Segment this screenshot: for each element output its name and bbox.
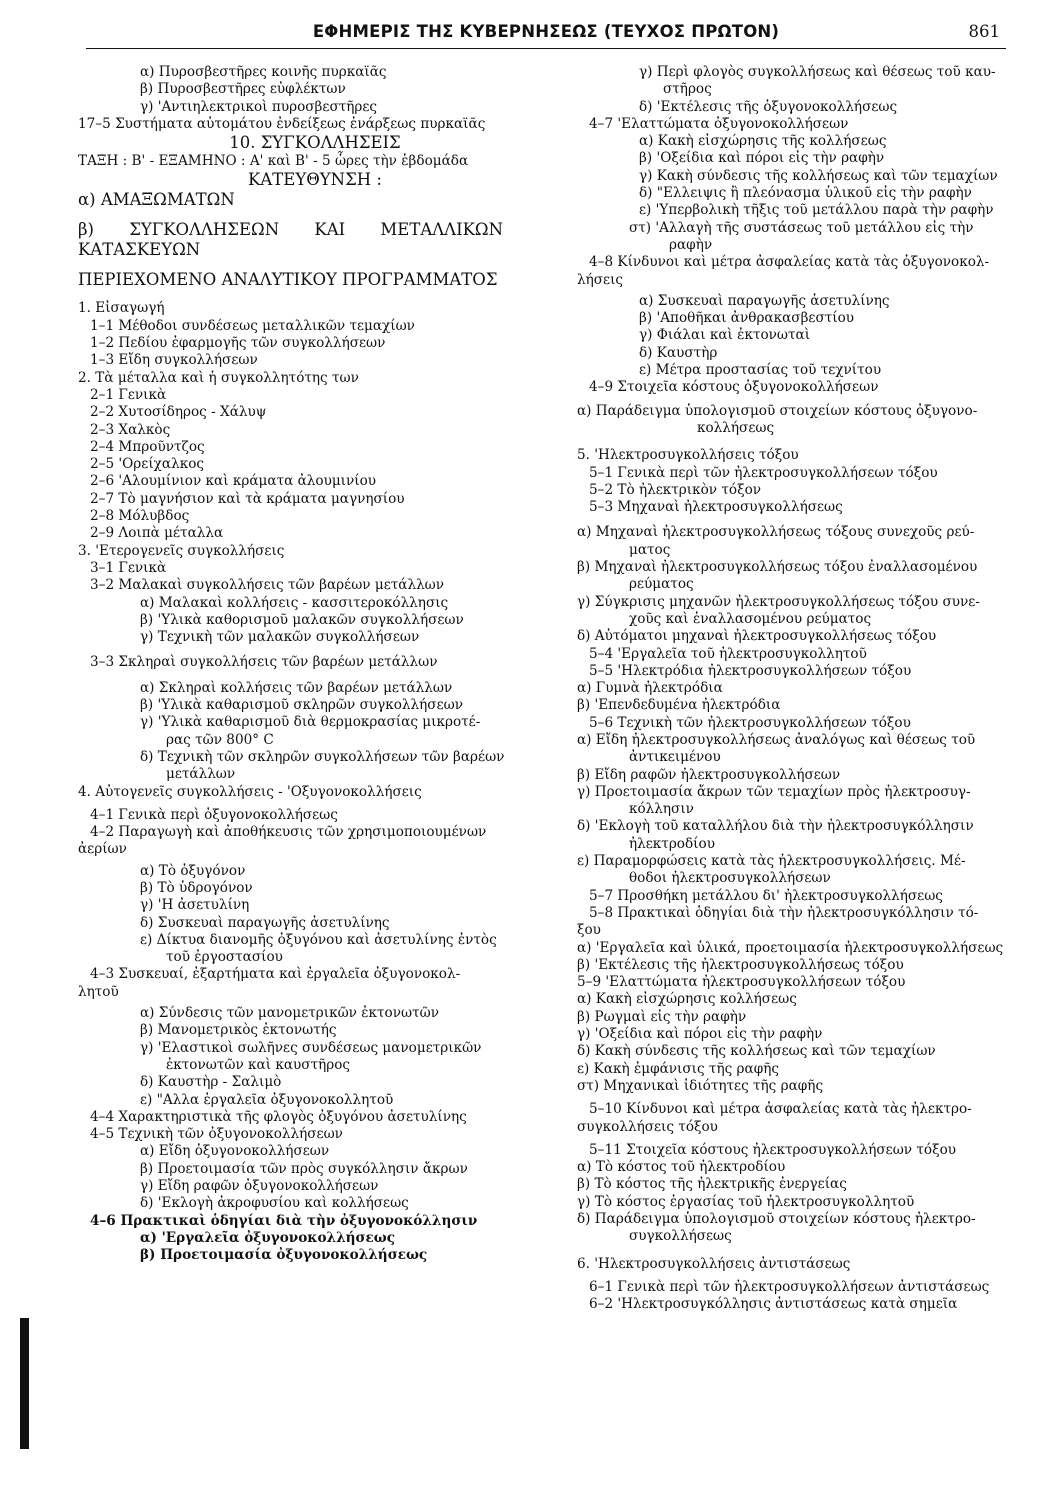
list-item: α) Συσκευαὶ παραγωγῆς ἀσετυλίνης [639, 292, 890, 309]
direction-heading: ΚΑΤΕΥΘΥΝΣΗ : [248, 170, 382, 190]
list-item: β) 'Υλικὰ καθορισμοῦ μαλακῶν συγκολλήσεων [140, 611, 464, 628]
class-line: ΤΑΞΗ : Β' - ΕΞΑΜΗΝΟ : Α' καὶ Β' - 5 ὧρες τὴν ἑβδομάδα [78, 153, 469, 170]
list-item: δ) 'Εκλογὴ τοῦ καταλλήλου διὰ τὴν ἠλεκτροσυγκόλλησιν [577, 818, 974, 835]
list-item: α) Τὸ κόστος τοῦ ἠλεκτροδίου [577, 1159, 786, 1176]
list-item: ε) "Αλλα ἐργαλεῖα ὀξυγονοκολλητοῦ [140, 1091, 394, 1108]
list-item-cont: ρας τῶν 800° C [166, 731, 274, 748]
list-item: α) 'Εργαλεῖα καὶ ὑλικά, προετοιμασία ἠλεκτροσυγκολλήσεως [577, 939, 1004, 956]
list-item: β) Μανομετρικὸς ἐκτονωτής [140, 1022, 337, 1039]
list-item: γ) Εἴδη ραφῶν ὀξυγονοκολλήσεων [140, 1178, 379, 1195]
list-item: α) Παράδειγμα ὑπολογισμοῦ στοιχείων κόστους ὀξυγονο- [577, 402, 978, 419]
list-item: στ) Μηχανικαὶ ἰδιότητες τῆς ραφῆς [577, 1077, 824, 1094]
page-header [86, 16, 1006, 49]
list-item: 3–3 Σκληραὶ συγκολλήσεις τῶν βαρέων μετάλλων [90, 654, 438, 671]
list-item-cont: κόλλησιν [629, 801, 694, 818]
list-item-cont: μετάλλων [166, 766, 236, 783]
list-item-cont: χοῦς καὶ ἐναλλασομένου ρεύματος [629, 610, 872, 627]
list-item: β) 'Υλικὰ καθαρισμοῦ σκληρῶν συγκολλήσεων [140, 697, 463, 714]
list-item: 5–3 Μηχαναὶ ἠλεκτροσυγκολλήσεως [589, 499, 843, 516]
direction-b: β) ΣΥΓΚΟΛΛΗΣΕΩΝ ΚΑΙ ΜΕΤΑΛΛΙΚΩΝ [78, 220, 504, 240]
list-item-cont: κολλήσεως [697, 419, 775, 436]
list-item: β) 'Εκτέλεσις τῆς ἠλεκτροσυγκολλήσεως τόξου [577, 956, 904, 973]
list-item: 3–2 Μαλακαὶ συγκολλήσεις τῶν βαρέων μετάλλων [90, 577, 445, 594]
section-heading: 3. 'Ετερογενεῖς συγκολλήσεις [78, 542, 285, 559]
list-item: 5–2 Τὸ ἠλεκτρικὸν τόξον [589, 481, 762, 498]
list-item: β) Εἴδη ραφῶν ἠλεκτροσυγκολλήσεων [577, 766, 841, 783]
right-column [577, 64, 1039, 1313]
list-item-cont: λήσεις [577, 271, 624, 288]
list-item: β) Τὸ ὑδρογόνον [140, 879, 253, 896]
list-item: 2–4 Μπροῦντζος [90, 438, 205, 455]
list-item: α) Μαλακαὶ κολλήσεις - κασσιτεροκόλλησις [140, 594, 449, 611]
list-item: γ) Τεχνικὴ τῶν μαλακῶν συγκολλήσεων [140, 629, 420, 646]
list-item: 2–6 'Αλουμίνιον καὶ κράματα ἀλουμινίου [90, 473, 377, 490]
list-item: γ) 'Αντιηλεκτρικοὶ πυροσβεστῆρες [140, 98, 378, 115]
list-item-cont: ματος [629, 541, 671, 558]
list-item: 4–8 Κίνδυνοι καὶ μέτρα ἀσφαλείας κατὰ τὰς ὀξυγονοκολ- [589, 254, 990, 271]
list-item: β) Πυροσβεστῆρες εὐφλέκτων [140, 81, 346, 98]
list-item: 1–3 Εἴδη συγκολλήσεων [90, 352, 258, 369]
list-item: δ) Καυστὴρ [639, 344, 718, 361]
list-item: γ) 'Οξείδια καὶ πόροι εἰς τὴν ραφὴν [577, 1026, 823, 1043]
list-item-cont: τοῦ ἐργοστασίου [166, 949, 283, 966]
list-item: 5–1 Γενικὰ περὶ τῶν ἠλεκτροσυγκολλήσεων τόξου [589, 464, 938, 481]
list-item: δ) 'Εκτέλεσις τῆς ὀξυγονοκολλήσεως [639, 98, 898, 115]
list-item: ε) Μέτρα προστασίας τοῦ τεχνίτου [639, 362, 882, 379]
list-item: ε) Κακὴ ἐμφάνισις τῆς ραφῆς [577, 1060, 779, 1077]
list-item: 4–1 Γενικὰ περὶ ὀξυγονοκολλήσεως [90, 806, 338, 823]
list-item: γ) Φιάλαι καὶ ἐκτονωταὶ [639, 327, 811, 344]
list-item: 2–9 Λοιπὰ μέταλλα [90, 525, 224, 542]
list-item: γ) 'Ελαστικοὶ σωλῆνες συνδέσεως μανομετρικῶν [140, 1039, 482, 1056]
list-item: α) Σύνδεσις τῶν μανομετρικῶν ἐκτονωτῶν [140, 1005, 439, 1022]
list-item-cont: συγκολλήσεις τόξου [577, 1118, 718, 1135]
list-item: δ) Παράδειγμα ὑπολογισμοῦ στοιχείων κόστους ἠλεκτρο- [577, 1211, 976, 1227]
direction-b-cont: ΚΑΤΑΣΚΕΥΩΝ [78, 240, 201, 260]
direction-a: α) ΑΜΑΞΩΜΑΤΩΝ [78, 190, 235, 210]
list-item: α) Πυροσβεστῆρες κοινῆς πυρκαϊᾶς [140, 64, 387, 80]
list-item: 5–7 Προσθήκη μετάλλου δι' ἠλεκτροσυγκολλήσεως [589, 887, 943, 904]
list-item: δ) Κακὴ σύνδεσις τῆς κολλήσεως καὶ τῶν τεμαχίων [577, 1043, 936, 1060]
list-item: β) Προετοιμασία ὀξυγονοκολλήσεως [140, 1247, 428, 1264]
list-item-cont: ἀντικειμένου [629, 749, 721, 766]
list-item: β) 'Επενδεδυμένα ἠλεκτρόδια [577, 697, 781, 714]
list-item-cont: ραφὴν [669, 236, 713, 253]
list-item: 5–9 'Ελαττώματα ἠλεκτροσυγκολλήσεων τόξου [577, 974, 906, 991]
list-item: 5–4 'Εργαλεῖα τοῦ ἠλεκτροσυγκολλητοῦ [589, 645, 867, 662]
list-item-cont: λητοῦ [78, 983, 119, 1000]
list-item: 4–2 Παραγωγὴ καὶ ἀποθήκευσις τῶν χρησιμοποιουμένων [90, 824, 487, 841]
list-item: α) Σκληραὶ κολλήσεις τῶν βαρέων μετάλλων [140, 679, 453, 696]
gazette-title: ΕΦΗΜΕΡΙΣ ΤΗΣ ΚΥΒΕΡΝΗΣΕΩΣ (ΤΕΥΧΟΣ ΠΡΩΤΟΝ) [312, 22, 780, 41]
contents-heading: ΠΕΡΙΕΧΟΜΕΝΟ ΑΝΑΛΥΤΙΚΟΥ ΠΡΟΓΡΑΜΜΑΤΟΣ [78, 270, 498, 290]
list-item: γ) Περὶ φλογὸς συγκολλήσεως καὶ θέσεως τοῦ καυ- [639, 64, 996, 80]
list-item: 2–7 Τὸ μαγνήσιον καὶ τὰ κράματα μαγνησίου [90, 490, 405, 507]
list-item: β) Μηχαναὶ ἠλεκτροσυγκολλήσεως τόξου ἐναλλασομένου [577, 559, 978, 576]
list-item: γ) Τὸ κόστος ἐργασίας τοῦ ἠλεκτροσυγκολλητοῦ [577, 1193, 915, 1210]
list-item: 4–6 Πρακτικαὶ ὁδηγίαι διὰ τὴν ὀξυγονοκόλλησιν [90, 1212, 478, 1229]
page-number: 861 [968, 22, 1000, 41]
list-item: 4–9 Στοιχεῖα κόστους ὀξυγονοκολλήσεων [589, 379, 879, 396]
list-item: δ) Τεχνικὴ τῶν σκληρῶν συγκολλήσεων τῶν βαρέων [140, 748, 505, 765]
list-item: 2–3 Χαλκὸς [90, 421, 171, 438]
list-item: 6–1 Γενικὰ περὶ τῶν ἠλεκτροσυγκολλήσεων ἀντιστάσεως [589, 1278, 990, 1295]
left-column [78, 64, 552, 1265]
list-item-cont: ξου [577, 922, 601, 939]
list-item: δ) 'Εκλογὴ ἀκροφυσίου καὶ κολλήσεως [140, 1195, 409, 1212]
list-item: α) Εἴδη ὀξυγονοκολλήσεων [140, 1143, 330, 1160]
list-item: ε) 'Υπερβολικὴ τῆξις τοῦ μετάλλου παρὰ τὴν ραφὴν [639, 202, 994, 219]
list-item: 2–8 Μόλυβδος [90, 508, 190, 525]
section-heading: 4. Αὐτογενεῖς συγκολλήσεις - 'Οξυγονοκολλήσεις [78, 783, 422, 800]
list-item: 2–1 Γενικὰ [90, 386, 167, 403]
list-item-cont: ἐκτονωτῶν καὶ καυστῆρος [166, 1056, 351, 1073]
list-item: 1–1 Μέθοδοι συνδέσεως μεταλλικῶν τεμαχίων [90, 317, 415, 334]
list-item: 2–2 Χυτοσίδηρος - Χάλυψ [90, 404, 267, 421]
section-title: 10. ΣΥΓΚΟΛΛΗΣΕΙΣ [229, 133, 401, 153]
margin-bar [20, 1318, 29, 1449]
list-item: ε) Δίκτυα διανομῆς ὀξυγόνου καὶ ἀσετυλίνης ἐντὸς [140, 931, 497, 948]
list-item: γ) Σύγκρισις μηχανῶν ἠλεκτροσυγκολλήσεως τόξου συνε- [577, 593, 980, 610]
list-item: 1–2 Πεδίου ἐφαρμογῆς τῶν συγκολλήσεων [90, 335, 386, 352]
list-item: γ) Κακὴ σύνδεσις τῆς κολλήσεως καὶ τῶν τεμαχίων [639, 167, 998, 184]
list-item: δ) Καυστὴρ - Σαλιμὸ [140, 1074, 282, 1091]
list-item: 6–2 'Ηλεκτροσυγκόλλησις ἀντιστάσεως κατὰ σημεῖα [589, 1296, 958, 1313]
section-heading: 5. 'Ηλεκτροσυγκολλήσεις τόξου [577, 447, 799, 464]
list-item-cont: ἀερίων [78, 841, 127, 858]
section-heading: 2. Τὰ μέταλλα καὶ ἡ συγκολλητότης των [78, 369, 359, 386]
list-item: 5–8 Πρακτικαὶ ὁδηγίαι διὰ τὴν ἠλεκτροσυγκόλλησιν τό- [589, 904, 979, 921]
section-heading: 1. Εἰσαγωγή [78, 300, 165, 317]
list-item-cont: ἠλεκτροδίου [629, 835, 715, 852]
list-item: 5–6 Τεχνικὴ τῶν ἠλεκτροσυγκολλήσεων τόξου [589, 714, 911, 731]
list-item: 3–1 Γενικὰ [90, 559, 167, 576]
list-item: 4–3 Συσκευαί, ἐξαρτήματα καὶ ἐργαλεῖα ὀξυγονοκολ- [90, 966, 461, 983]
list-item: δ) Συσκευαὶ παραγωγῆς ἀσετυλίνης [140, 914, 390, 931]
list-item: β) Ρωγμαὶ εἰς τὴν ραφὴν [577, 1008, 747, 1025]
list-item: β) Τὸ κόστος τῆς ἠλεκτρικῆς ἐνεργείας [577, 1176, 847, 1193]
list-item: 2–5 'Ορείχαλκος [90, 456, 204, 473]
list-item: γ) 'Υλικὰ καθαρισμοῦ διὰ θερμοκρασίας μικροτέ- [140, 714, 481, 731]
list-item: α) Εἴδη ἠλεκτροσυγκολλήσεως ἀναλόγως καὶ θέσεως τοῦ [577, 731, 976, 748]
list-item: β) Προετοιμασία τῶν πρὸς συγκόλλησιν ἄκρων [140, 1160, 468, 1177]
list-item: 4–4 Χαρακτηριστικὰ τῆς φλογὸς ὀξυγόνου ἀσετυλίνης [90, 1108, 467, 1125]
list-item: 4–5 Τεχνικὴ τῶν ὀξυγονοκολλήσεων [90, 1126, 343, 1143]
list-item: στ) 'Αλλαγὴ τῆς συστάσεως τοῦ μετάλλου εἰς τὴν [629, 219, 974, 236]
list-item: ε) Παραμορφώσεις κατὰ τὰς ἠλεκτροσυγκολλήσεις. Μέ- [577, 853, 966, 870]
list-item: α) Γυμνὰ ἠλεκτρόδια [577, 680, 723, 697]
list-item: 5–5 'Ηλεκτρόδια ἠλεκτροσυγκολλήσεων τόξου [589, 662, 912, 679]
list-item: 17–5 Συστήματα αὐτομάτου ἐνδείξεως ἐνάρξεως πυρκαϊᾶς [78, 115, 486, 132]
list-item: α) Μηχαναὶ ἠλεκτροσυγκολλήσεως τόξους συνεχοῦς ρεύ- [577, 524, 975, 541]
list-item: β) 'Οξείδια καὶ πόροι εἰς τὴν ραφὴν [639, 150, 885, 167]
list-item-cont: συγκολλήσεως [629, 1228, 732, 1245]
list-item: β) 'Αποθῆκαι ἀνθρακασβεστίου [639, 310, 855, 327]
list-item-cont: στῆρος [663, 81, 712, 98]
list-item-cont: ρεύματος [629, 576, 694, 593]
list-item: α) 'Εργαλεῖα ὀξυγονοκολλήσεως [140, 1229, 395, 1246]
list-item: α) Κακὴ εἰσχώρησις κολλήσεως [577, 991, 797, 1008]
list-item: δ) "Ελλειψις ἢ πλεόνασμα ὑλικοῦ εἰς τὴν ραφὴν [639, 185, 972, 202]
list-item: δ) Αὐτόματοι μηχαναὶ ἠλεκτροσυγκολλήσεως τόξου [577, 628, 937, 645]
list-item: γ) Προετοιμασία ἄκρων τῶν τεμαχίων πρὸς ἠλεκτροσυγ- [577, 783, 971, 800]
list-item: γ) 'Η ἀσετυλίνη [140, 897, 250, 914]
list-item: α) Τὸ ὀξυγόνον [140, 862, 246, 879]
section-heading: 6. 'Ηλεκτροσυγκολλήσεις ἀντιστάσεως [577, 1255, 851, 1272]
list-item-cont: θοδοι ἠλεκτροσυγκολλήσεων [629, 870, 831, 887]
list-item: 5–10 Κίνδυνοι καὶ μέτρα ἀσφαλείας κατὰ τὰς ἠλεκτρο- [589, 1101, 972, 1118]
list-item: 5–11 Στοιχεῖα κόστους ἠλεκτροσυγκολλήσεων τόξου [589, 1141, 957, 1158]
list-item: 4–7 'Ελαττώματα ὀξυγονοκολλήσεων [589, 115, 849, 132]
list-item: α) Κακὴ εἰσχώρησις τῆς κολλήσεως [639, 133, 887, 150]
